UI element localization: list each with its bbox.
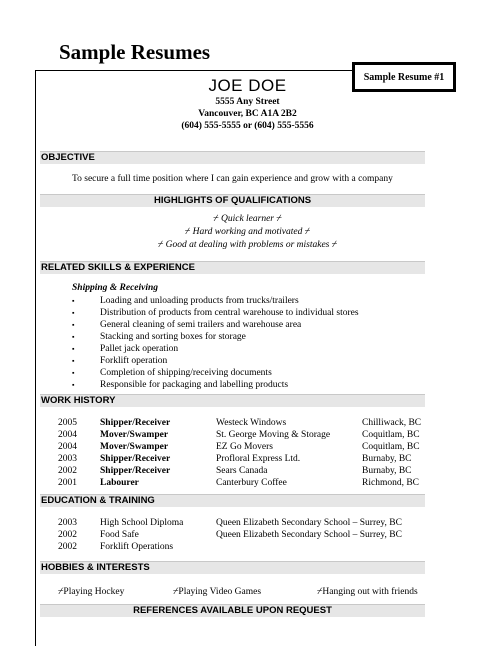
list-item: ▪ Completion of shipping/receiving documents <box>72 368 272 378</box>
work-role: Labourer <box>100 478 139 488</box>
address-street: 5555 Any Street <box>215 97 280 107</box>
work-year: 2004 <box>58 430 77 440</box>
arrow-bullet-icon: ⌿ <box>317 586 323 596</box>
square-bullet-icon: ▪ <box>72 381 75 389</box>
square-bullet-icon: ▪ <box>72 333 75 341</box>
arrow-bullet-icon: ⌿ <box>184 226 191 236</box>
list-item: ▪ Stacking and sorting boxes for storage <box>72 332 246 342</box>
highlight-item: ⌿ Quick learner ⌿ <box>213 213 282 224</box>
work-year: 2003 <box>58 454 77 464</box>
work-role: Mover/Swamper <box>100 442 169 452</box>
arrow-bullet-icon: ⌿ <box>157 239 164 249</box>
hobby-item: ⌿Playing Video Games <box>173 586 262 597</box>
education-year: 2003 <box>58 518 77 528</box>
references-heading: REFERENCES AVAILABLE UPON REQUEST <box>40 604 425 617</box>
square-bullet-icon: ▪ <box>72 297 75 305</box>
work-location: Coquitlam, BC <box>362 430 420 440</box>
work-company: EZ Go Movers <box>216 442 273 452</box>
arrow-bullet-icon: ⌿ <box>276 213 282 223</box>
list-item: ▪ Loading and unloading products from trucks/trailers <box>72 296 299 306</box>
work-company: Westeck Windows <box>216 418 287 428</box>
highlights-heading: HIGHLIGHTS OF QUALIFICATIONS <box>40 194 425 207</box>
work-year: 2001 <box>58 478 77 488</box>
list-item: ▪ Responsible for packaging and labelling products <box>72 380 289 390</box>
work-role: Shipper/Receiver <box>100 418 171 428</box>
work-company: Sears Canada <box>216 466 268 476</box>
list-item: ▪ Forklift operation <box>72 356 168 366</box>
objective-text: To secure a full time position where I can gain experience and grow with a company <box>72 174 393 184</box>
arrow-bullet-icon: ⌿ <box>331 239 338 249</box>
candidate-name: JOE DOE <box>208 76 287 95</box>
work-role: Mover/Swamper <box>100 430 169 440</box>
hobbies-heading: HOBBIES & INTERESTS <box>40 561 425 574</box>
square-bullet-icon: ▪ <box>72 357 75 365</box>
arrow-bullet-icon: ⌿ <box>58 586 64 596</box>
work-history-heading: WORK HISTORY <box>40 394 425 407</box>
work-company: Profloral Express Ltd. <box>216 454 301 464</box>
arrow-bullet-icon: ⌿ <box>304 226 311 236</box>
highlight-item: ⌿ Hard working and motivated ⌿ <box>184 226 311 237</box>
arrow-bullet-icon: ⌿ <box>213 213 219 223</box>
square-bullet-icon: ▪ <box>72 345 75 353</box>
highlight-item: ⌿ Good at dealing with problems or mistakes ⌿ <box>157 239 338 250</box>
work-company: Canterbury Coffee <box>216 478 287 488</box>
work-location: Burnaby, BC <box>362 454 412 464</box>
work-location: Richmond, BC <box>362 478 420 488</box>
work-location: Burnaby, BC <box>362 466 412 476</box>
work-company: St. George Moving & Storage <box>216 430 331 440</box>
sample-badge: Sample Resume #1 <box>352 62 456 92</box>
education-item: Forklift Operations <box>100 542 174 552</box>
education-item: Food Safe <box>100 530 139 540</box>
list-item: ▪ General cleaning of semi trailers and warehouse area <box>72 320 302 330</box>
work-location: Chilliwack, BC <box>362 418 422 428</box>
objective-heading: OBJECTIVE <box>40 151 425 164</box>
address-city: Vancouver, BC A1A 2B2 <box>198 109 297 119</box>
skills-subtitle: Shipping & Receiving <box>72 283 159 293</box>
page-title: Sample Resumes <box>59 40 211 64</box>
square-bullet-icon: ▪ <box>72 369 75 377</box>
education-school: Queen Elizabeth Secondary School – Surrey, BC <box>216 530 402 540</box>
list-item: ▪ Pallet jack operation <box>72 344 179 354</box>
square-bullet-icon: ▪ <box>72 321 75 329</box>
work-location: Coquitlam, BC <box>362 442 420 452</box>
education-heading: EDUCATION & TRAINING <box>40 494 425 507</box>
phone-numbers: (604) 555-5555 or (604) 555-5556 <box>181 121 314 131</box>
education-year: 2002 <box>58 542 77 552</box>
work-role: Shipper/Receiver <box>100 454 171 464</box>
work-year: 2002 <box>58 466 77 476</box>
work-year: 2004 <box>58 442 77 452</box>
education-school: Queen Elizabeth Secondary School – Surrey, BC <box>216 518 402 528</box>
square-bullet-icon: ▪ <box>72 309 75 317</box>
education-year: 2002 <box>58 530 77 540</box>
hobby-item: ⌿Hanging out with friends <box>317 586 418 597</box>
skills-heading: RELATED SKILLS & EXPERIENCE <box>40 261 425 274</box>
work-year: 2005 <box>58 418 77 428</box>
hobby-item: ⌿Playing Hockey <box>58 586 125 597</box>
work-role: Shipper/Receiver <box>100 466 171 476</box>
list-item: ▪ Distribution of products from central warehouse to individual stores <box>72 308 359 318</box>
education-item: High School Diploma <box>100 518 184 528</box>
arrow-bullet-icon: ⌿ <box>173 586 179 596</box>
